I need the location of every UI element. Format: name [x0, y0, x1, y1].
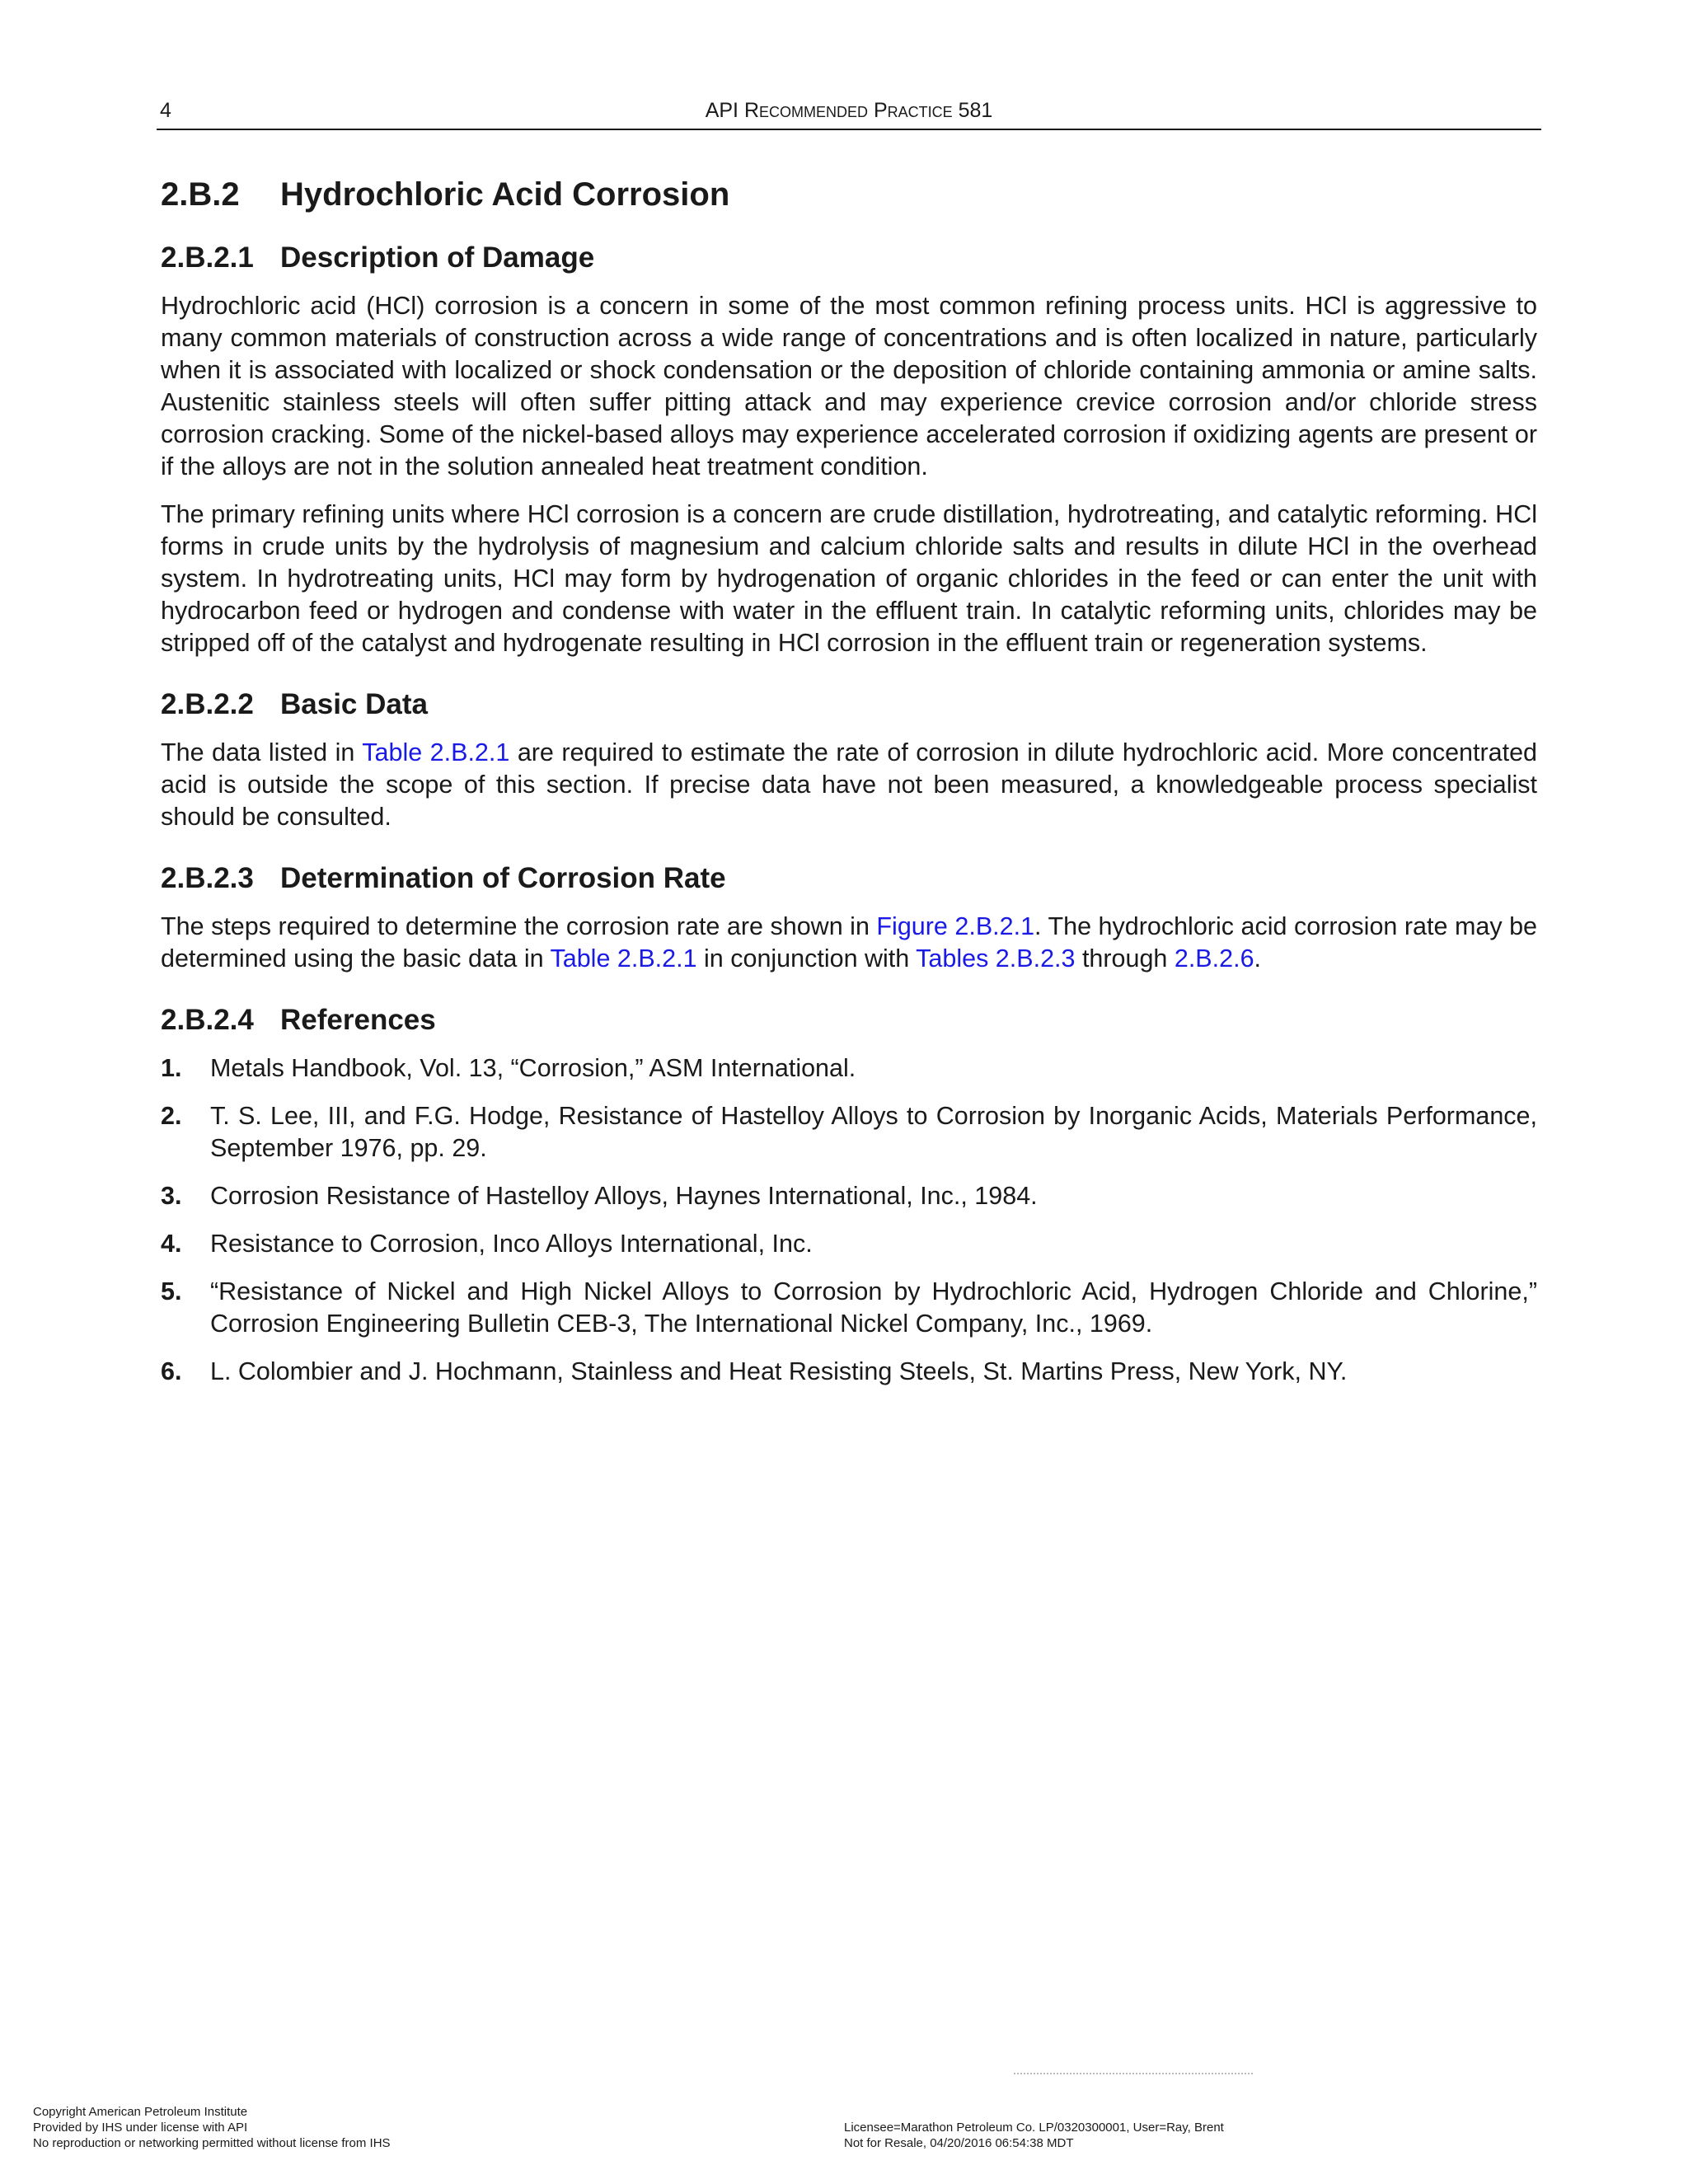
reference-number: 5.	[161, 1277, 182, 1305]
reference-number: 1.	[161, 1054, 182, 1082]
section-title: Hydrochloric Acid Corrosion	[280, 176, 730, 213]
reference-item	[161, 1356, 1537, 1388]
reference-number: 6.	[161, 1357, 182, 1385]
determination-text-2: . The hydrochloric acid corrosion rate may be determined using the basic data in	[161, 912, 1538, 972]
basic-data-number: 2.B.2.2	[161, 688, 254, 720]
basic-data-text-after: are required to estimate the rate of corrosion in dilute hydrochloric acid. More concentrated acid is outside the scope of this section. If precise data have not been measured, a knowledgeable process specialist should be consulted.	[161, 738, 1538, 831]
references-title: References	[280, 1004, 436, 1036]
description-number: 2.B.2.1	[161, 241, 254, 274]
footer-licensee-line: Licensee=Marathon Petroleum Co. LP/0320300001, User=Ray, Brent	[844, 2121, 1224, 2135]
description-paragraph-1: Hydrochloric acid (HCl) corrosion is a concern in some of the most common refining process units. HCl is aggressive to many common materials of construction across a wide range of concentrations and is often localized in nature, particularly when it is associated with localized or shock condensation or the deposition of chloride containing ammonia or amine salts. Austenitic stainless steels will often suffer pitting attack and may experience crevice corrosion and/or chloride stress corrosion cracking. Some of the nickel-based alloys may experience accelerated corrosion if oxidizing agents are present or if the alloys are not in the solution annealed heat treatment condition.	[161, 292, 1537, 480]
description-heading	[161, 241, 1537, 275]
reference-text: Corrosion Resistance of Hastelloy Alloys, Haynes International, Inc., 1984.	[210, 1182, 1038, 1210]
reference-item	[161, 1180, 1537, 1212]
basic-data-heading	[161, 687, 1537, 722]
page-number: 4	[160, 99, 171, 122]
reference-text: Resistance to Corrosion, Inco Alloys International, Inc.	[210, 1230, 813, 1258]
determination-number: 2.B.2.3	[161, 862, 254, 894]
reference-text: L. Colombier and J. Hochmann, Stainless and Heat Resisting Steels, St. Martins Press, New York, NY.	[210, 1357, 1348, 1385]
reference-item	[161, 1228, 1537, 1260]
table-link[interactable]: Table 2.B.2.1	[550, 944, 697, 972]
table-link[interactable]: Table 2.B.2.1	[362, 738, 510, 766]
watermark-dots	[1014, 2073, 1253, 2074]
references-list	[161, 1052, 1537, 1388]
reference-text: T. S. Lee, III, and F.G. Hodge, Resistance of Hastelloy Alloys to Corrosion by Inorganic Acids, Materials Performance, September 1976, pp. 29.	[210, 1102, 1537, 1162]
determination-title: Determination of Corrosion Rate	[280, 862, 726, 894]
description-paragraph-2: The primary refining units where HCl corrosion is a concern are crude distillation, hydrotreating, and catalytic reforming. HCl forms in crude units by the hydrolysis of magnesium and calcium chloride salts and results in dilute HCl in the overhead system. In hydrotreating units, HCl may form by hydrogenation of organic chlorides in the feed or can enter the unit with hydrocarbon feed or hydrogen and condense with water in the effluent train. In catalytic reforming units, chlorides may be stripped off of the catalyst and hydrogenate resulting in HCl corrosion in the effluent train or regeneration systems.	[161, 500, 1537, 657]
reference-text: “Resistance of Nickel and High Nickel Alloys to Corrosion by Hydrochloric Acid, Hydrogen Chloride and Chlorine,” Corrosion Engineering Bulletin CEB-3, The International Nickel Company, Inc., 1969.	[210, 1277, 1537, 1338]
basic-data-paragraph	[161, 737, 1537, 833]
basic-data-title: Basic Data	[280, 688, 428, 720]
footer-provider-line: Provided by IHS under license with API	[33, 2121, 248, 2135]
section-heading	[161, 175, 1537, 214]
determination-paragraph	[161, 911, 1537, 975]
table-range-end-link[interactable]: 2.B.2.6	[1174, 944, 1254, 972]
reference-number: 4.	[161, 1230, 182, 1258]
figure-link[interactable]: Figure 2.B.2.1	[876, 912, 1035, 940]
determination-text-5: .	[1254, 944, 1262, 972]
footer-license	[844, 2120, 1224, 2151]
references-heading	[161, 1003, 1537, 1038]
main-content	[161, 175, 1537, 1404]
basic-data-text-before: The data listed in	[161, 738, 363, 766]
reference-item	[161, 1052, 1537, 1085]
determination-text-4: through	[1075, 944, 1175, 972]
determination-text-1: The steps required to determine the corrosion rate are shown in	[161, 912, 877, 940]
reference-number: 2.	[161, 1102, 182, 1130]
reference-item	[161, 1100, 1537, 1165]
footer-copyright-line: Copyright American Petroleum Institute	[33, 2105, 248, 2119]
determination-heading	[161, 861, 1537, 896]
footer-reproduction-line: No reproduction or networking permitted without license from IHS	[33, 2136, 391, 2150]
tables-link[interactable]: Tables 2.B.2.3	[916, 944, 1076, 972]
reference-text: Metals Handbook, Vol. 13, “Corrosion,” ASM International.	[210, 1054, 856, 1082]
section-number: 2.B.2	[161, 176, 240, 213]
reference-item	[161, 1276, 1537, 1340]
determination-text-3: in conjunction with	[696, 944, 917, 972]
references-number: 2.B.2.4	[161, 1004, 254, 1036]
footer-resale-line: Not for Resale, 04/20/2016 06:54:38 MDT	[844, 2136, 1074, 2150]
page-header	[157, 97, 1541, 130]
reference-number: 3.	[161, 1182, 182, 1210]
footer-copyright	[33, 2104, 391, 2151]
running-title: API Recommended Practice 581	[705, 99, 993, 122]
description-title: Description of Damage	[280, 241, 595, 274]
